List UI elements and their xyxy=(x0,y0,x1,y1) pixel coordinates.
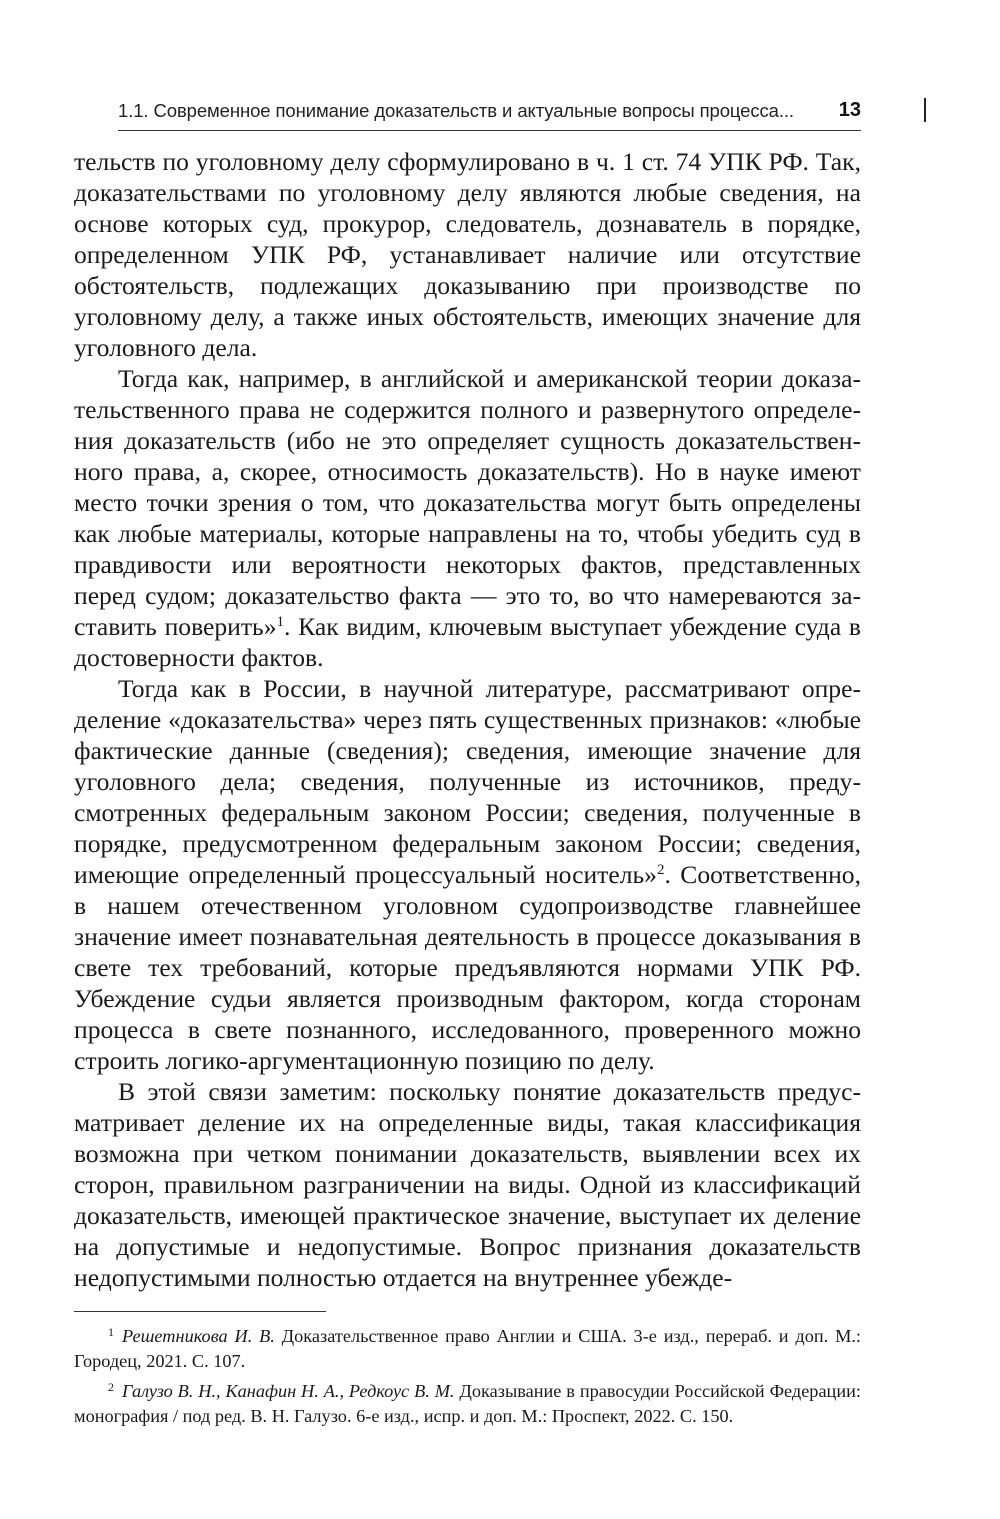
footnote-1 xyxy=(74,1324,861,1373)
paragraph-2-tail: . Как видим, ключевым выступает убеждение суда в достоверности фактов. xyxy=(74,612,861,672)
footnote-2 xyxy=(74,1379,861,1428)
paragraph-1 xyxy=(74,146,861,363)
footnote-2-mark: 2 xyxy=(108,1380,114,1394)
footnote-2-text: Доказывание в правосудии Российской Федерации: монография / под ред. В. Н. Галузо. 6-е изд., испр. и доп. М.: Проспект, 2022. С. 150. xyxy=(74,1381,861,1426)
header-rule xyxy=(118,130,861,131)
paragraph-2-text: Тогда как, например, в английской и американской теории доказательственного права не содержится полного и развернутого определения доказательств (ибо не это определяет сущность доказательственного права, а, скорее, относимость доказательств). Но в науке имеют место точки зрения о том, что доказательства могут быть определены как любые материалы, которые направлены на то, чтобы убедить суд в правдивости или вероятности некоторых фактов, представленных перед судом; доказательство факта — это то, во что намереваются заставить поверить» xyxy=(74,364,861,641)
footnote-1-authors: Решетникова И. В. xyxy=(122,1326,275,1346)
footnote-1-mark: 1 xyxy=(108,1325,114,1339)
paragraph-3-tail: . Соответственно, в нашем отечественном уголовном судопроизводстве главнейшее значение имеет познавательная деятельность в процессе доказывания в свете тех требований, которые предъявляются нормами УПК РФ. Убеждение судьи является производным фактором, когда сторонам процесса в свете познанного, исследованного, проверенного можно строить логико-аргументационную позицию по делу. xyxy=(74,860,861,1075)
running-title: 1.1. Современное понимание доказательств и актуальные вопросы процесса... xyxy=(118,100,794,121)
paragraph-4 xyxy=(74,1076,861,1293)
footnote-ref-1: 1 xyxy=(276,614,285,630)
footnote-rule xyxy=(74,1311,326,1312)
footnote-2-authors: Галузо В. Н., Канафин Н. А., Редкоус В. М. xyxy=(122,1381,455,1401)
paragraph-1-text: тельств по уголовному делу сформулировано в ч. 1 ст. 74 УПК РФ. Так, доказательствами по уголовному делу являются любые сведения, на основе которых суд, прокурор, следователь, дознаватель в порядке, определенном УПК РФ, устанавливает наличие или отсутствие обстоятельств, подлежащих доказыванию при производстве по уголовному делу, а также иных обстоятельств, имеющих значение для уголовного дела. xyxy=(74,147,861,362)
main-text xyxy=(74,146,861,1293)
paragraph-3 xyxy=(74,673,861,1076)
footnote-ref-2: 2 xyxy=(656,862,665,878)
paragraph-2 xyxy=(74,363,861,673)
page-number: 13 xyxy=(838,99,861,121)
footnote-1-text: Доказательственное право Англии и США. 3-е изд., перераб. и доп. М.: Городец, 2021. С. 107. xyxy=(74,1326,861,1371)
paragraph-3-text: Тогда как в России, в научной литературе, рассматривают определение «доказательства» через пять существенных признаков: «любые фактические данные (сведения); сведения, имеющие значение для уголовного дела; сведения, полученные из источников, предусмотренных федеральным законом России; сведения, полученные в порядке, предусмотренном федеральным законом России; сведения, имеющие определенный процессуальный носитель» xyxy=(74,674,861,889)
running-header xyxy=(118,96,861,130)
header-separator xyxy=(924,98,926,122)
paragraph-4-text: В этой связи заметим: поскольку понятие доказательств предусматривает деление их на определенные виды, такая классификация возможна при четком понимании доказательств, выявлении всех их сторон, правильном разграничении на виды. Одной из классификаций доказательств, имеющей практическое значение, выступает их деление на допустимые и недопустимые. Вопрос признания доказательств недопустимыми полностью отдается на внутреннее убежде- xyxy=(74,1077,861,1292)
footnotes xyxy=(74,1324,861,1434)
